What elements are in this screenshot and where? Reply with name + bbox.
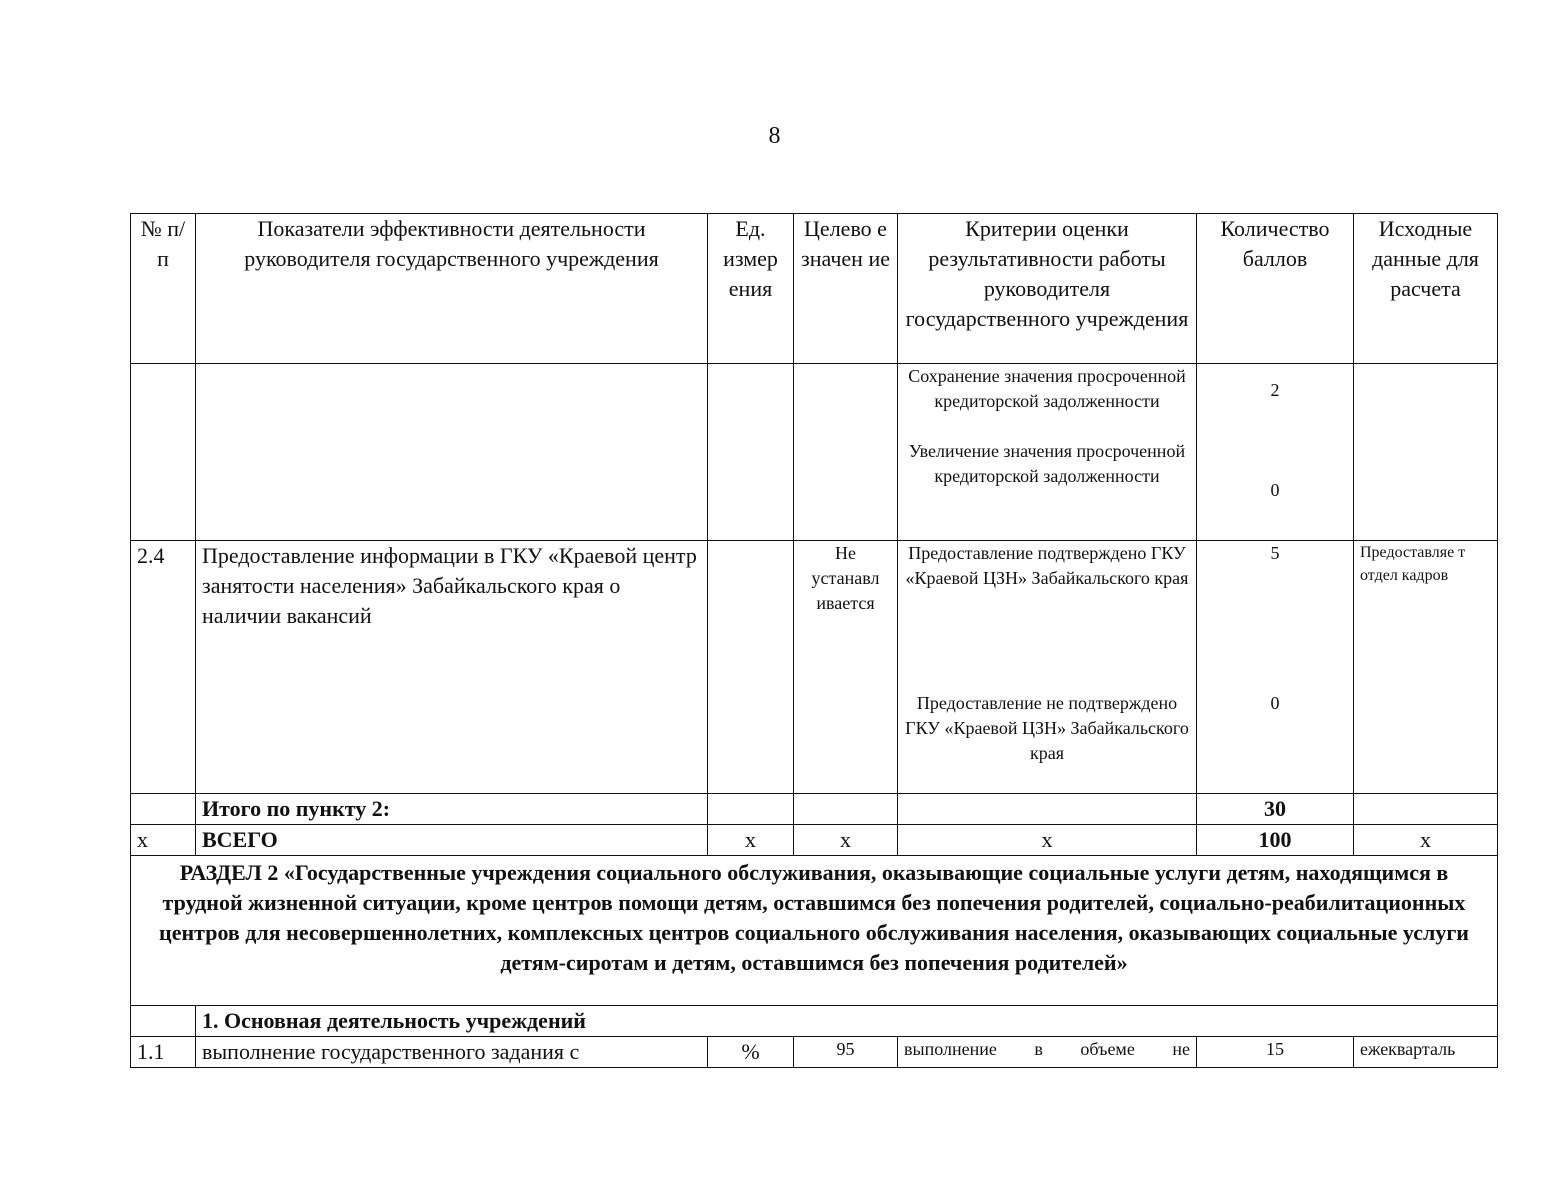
table-row [131, 364, 1498, 541]
table-header-row [131, 214, 1498, 364]
total-num: x [131, 825, 196, 856]
subsection-row [131, 1006, 1498, 1037]
total-points: 100 [1197, 825, 1354, 856]
section-title: РАЗДЕЛ 2 «Государственные учреждения социального обслуживания, оказывающие социальные услуги детям, находящимся в трудной жизненной ситуации, кроме центров помощи детям, оставшимся без попечения родителей, социально-реабилитационных центров для несовершеннолетних, комплексных центров социального обслуживания населения, оказывающих социальные услуги детям-сиротам и детям, оставшимся без попечения родителей» [131, 856, 1498, 1006]
total-criteria: x [898, 825, 1197, 856]
table-row [131, 541, 1498, 794]
header-source: Исходные данные для расчета [1354, 214, 1498, 364]
subsection-title: 1. Основная деятельность учреждений [196, 1006, 1498, 1037]
section-row [131, 856, 1498, 1006]
row-indicator: выполнение государственного задания с [196, 1037, 708, 1068]
total-unit: x [708, 825, 794, 856]
total-row [131, 825, 1498, 856]
criteria-item: Предоставление подтверждено ГКУ «Краевой ЦЗН» Забайкальского края [905, 543, 1189, 588]
row-target: Не устанавл ивается [794, 541, 898, 794]
total-label: ВСЕГО [196, 825, 708, 856]
indicators-table [130, 213, 1498, 1068]
criteria-item: Сохранение значения просроченной кредиторской задолженности [908, 366, 1186, 411]
points-value: 5 [1270, 543, 1280, 563]
row-points: 15 [1197, 1037, 1354, 1068]
points-value: 2 [1270, 380, 1280, 400]
header-unit: Ед. измер ения [708, 214, 794, 364]
row-num: 2.4 [131, 541, 196, 794]
header-points: Количество баллов [1197, 214, 1354, 364]
points-value: 0 [1270, 693, 1280, 713]
row-target: 95 [794, 1037, 898, 1068]
total-target: x [794, 825, 898, 856]
row-source: Предоставляе т отдел кадров [1354, 541, 1498, 794]
header-target: Целево е значен ие [794, 214, 898, 364]
subtotal-points: 30 [1197, 794, 1354, 825]
row-indicator: Предоставление информации в ГКУ «Краевой центр занятости населения» Забайкальского края о наличии вакансий [196, 541, 708, 794]
header-num: № п/п [131, 214, 196, 364]
points-value: 0 [1270, 480, 1280, 500]
criteria-text: выполнение в объеме не [904, 1039, 1190, 1059]
subtotal-row [131, 794, 1498, 825]
criteria-item: Предоставление не подтверждено ГКУ «Краевой ЦЗН» Забайкальского края [905, 693, 1189, 763]
total-source: x [1354, 825, 1498, 856]
header-indicator: Показатели эффективности деятельности руководителя государственного учреждения [196, 214, 708, 364]
row-source: ежекварталь [1354, 1037, 1498, 1068]
row-unit: % [708, 1037, 794, 1068]
row-num: 1.1 [131, 1037, 196, 1068]
page-number: 8 [768, 123, 781, 149]
header-criteria: Критерии оценки результативности работы руководителя государственного учреждения [898, 214, 1197, 364]
criteria-item: Увеличение значения просроченной кредиторской задолженности [908, 441, 1186, 486]
table-row [131, 1037, 1498, 1068]
subtotal-label: Итого по пункту 2: [196, 794, 708, 825]
